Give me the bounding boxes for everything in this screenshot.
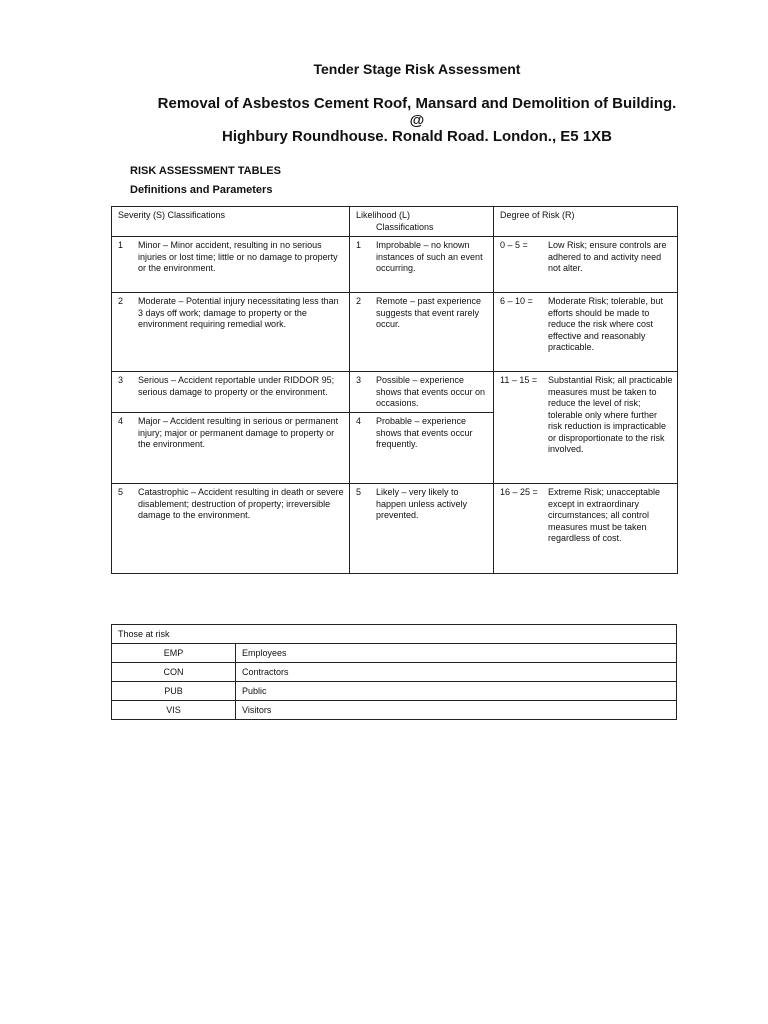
severity-row-5 <box>112 484 350 574</box>
severity-row-1 <box>112 237 350 293</box>
degree-text: Low Risk; ensure controls are adhered to and activity need not alter. <box>548 240 667 273</box>
likelihood-num: 5 <box>356 487 362 497</box>
severity-num: 2 <box>118 296 124 306</box>
risk-group-label: Employees <box>236 644 677 663</box>
likelihood-row-5 <box>350 484 494 574</box>
severity-row-4 <box>112 413 350 484</box>
at-symbol: @ <box>409 112 425 129</box>
risk-assessment-table <box>111 206 678 574</box>
degree-range: 11 – 15 = <box>500 375 538 385</box>
likelihood-row-2 <box>350 293 494 372</box>
likelihood-text: Likely – very likely to happen unless actively prevented. <box>376 487 468 520</box>
likelihood-header-line2: Classifications <box>376 221 434 232</box>
severity-row-2 <box>112 293 350 372</box>
degree-row-4 <box>494 484 678 574</box>
severity-text: Moderate – Potential injury necessitating less than 3 days off work; damage to property or the environment requiring remedial work. <box>138 296 339 329</box>
degree-range: 16 – 25 = <box>500 487 538 497</box>
risk-group-label: Contractors <box>236 663 677 682</box>
table-row <box>112 701 677 720</box>
document-title: Tender Stage Risk Assessment <box>313 61 521 77</box>
those-at-risk-heading: Those at risk <box>112 625 677 644</box>
table-row <box>112 644 677 663</box>
likelihood-header-line1: Likelihood (L) <box>356 210 411 220</box>
degree-row-2 <box>494 293 678 372</box>
likelihood-row-4 <box>350 413 494 484</box>
degree-row-1 <box>494 237 678 293</box>
risk-group-label: Visitors <box>236 701 677 720</box>
degree-text: Extreme Risk; unacceptable except in extraordinary circumstances; all control measures must be taken regardless of cost. <box>548 487 661 543</box>
severity-num: 1 <box>118 240 124 250</box>
degree-range: 6 – 10 = <box>500 296 533 306</box>
table-row <box>112 682 677 701</box>
severity-text: Serious – Accident reportable under RIDDOR 95; serious damage to property or the environment. <box>138 375 335 397</box>
likelihood-row-3 <box>350 372 494 413</box>
table-row <box>112 663 677 682</box>
risk-group-code: PUB <box>112 682 236 701</box>
severity-text: Major – Accident resulting in serious or permanent injury; major or permanent damage to property or the environment. <box>138 416 339 449</box>
severity-header: Severity (S) Classifications <box>112 207 350 237</box>
degree-text: Substantial Risk; all practicable measures must be taken to reduce the level of risk; tolerable only where further risk reduction is impracticable or disproportionate to the risk involved. <box>548 375 673 454</box>
definitions-heading: Definitions and Parameters <box>130 184 273 196</box>
likelihood-num: 1 <box>356 240 362 250</box>
severity-row-3 <box>112 372 350 413</box>
severity-num: 4 <box>118 416 124 426</box>
likelihood-num: 2 <box>356 296 362 306</box>
those-at-risk-table <box>111 624 677 720</box>
likelihood-num: 3 <box>356 375 362 385</box>
likelihood-text: Improbable – no known instances of such an event occurring. <box>376 240 483 273</box>
severity-num: 5 <box>118 487 124 497</box>
risk-tables-heading: RISK ASSESSMENT TABLES <box>130 165 281 177</box>
likelihood-num: 4 <box>356 416 362 426</box>
severity-num: 3 <box>118 375 124 385</box>
degree-text: Moderate Risk; tolerable, but efforts should be made to reduce the risk where cost effective and reasonably practicable. <box>548 296 664 352</box>
risk-group-code: VIS <box>112 701 236 720</box>
site-address: Highbury Roundhouse. Ronald Road. London., E5 1XB <box>222 128 612 145</box>
likelihood-text: Remote – past experience suggests that event rarely occur. <box>376 296 482 329</box>
risk-group-code: EMP <box>112 644 236 663</box>
degree-header: Degree of Risk (R) <box>494 207 678 237</box>
degree-range: 0 – 5 = <box>500 240 528 250</box>
likelihood-text: Possible – experience shows that events occur on occasions. <box>376 375 486 408</box>
degree-row-3 <box>494 372 678 484</box>
likelihood-text: Probable – experience shows that events occur frequently. <box>376 416 473 449</box>
risk-group-code: CON <box>112 663 236 682</box>
risk-group-label: Public <box>236 682 677 701</box>
project-subtitle: Removal of Asbestos Cement Roof, Mansard and Demolition of Building. <box>157 95 677 112</box>
severity-text: Minor – Minor accident, resulting in no serious injuries or lost time; little or no damage to property or the environment. <box>138 240 338 273</box>
likelihood-row-1 <box>350 237 494 293</box>
severity-text: Catastrophic – Accident resulting in death or severe disablement; destruction of property; irreversible damage to the environment. <box>138 487 344 520</box>
likelihood-header <box>350 207 494 237</box>
